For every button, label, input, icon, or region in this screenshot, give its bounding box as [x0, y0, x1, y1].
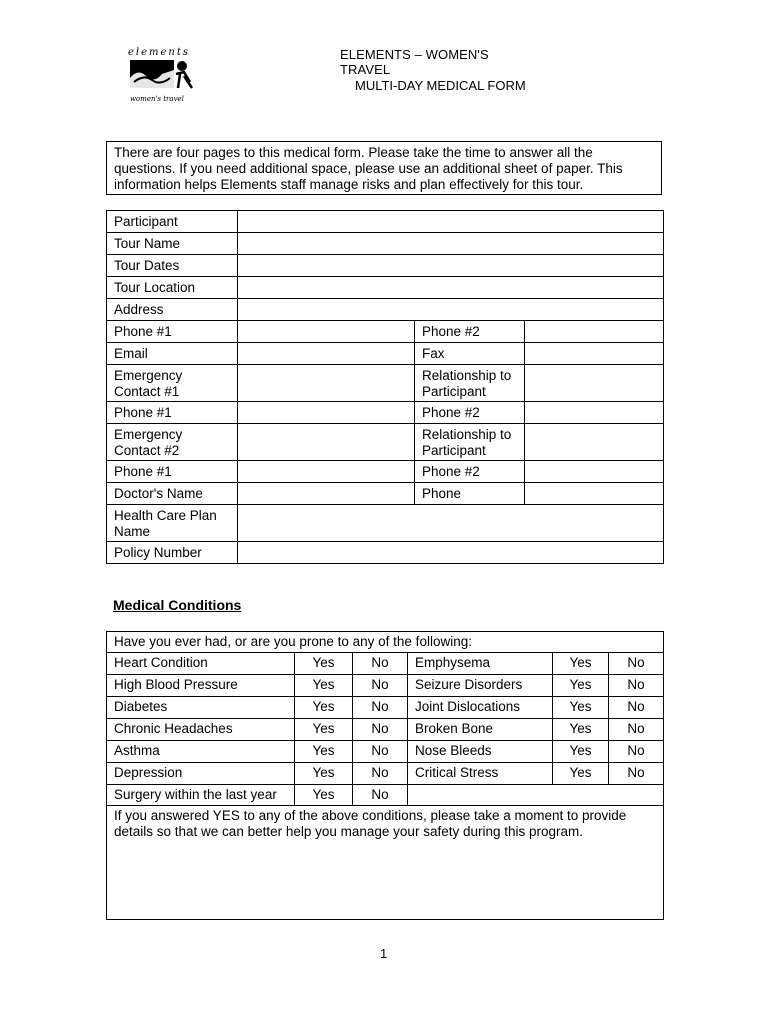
emergency-contact2-label [107, 424, 238, 461]
details-prompt-line: details so that we can better help you manage your safety during this program. [114, 823, 584, 839]
tour-name-label: Tour Name [107, 233, 238, 255]
yes-option[interactable]: Yes [295, 763, 353, 785]
relationship2-label [415, 424, 525, 461]
condition-label: Surgery within the last year [107, 785, 295, 806]
condition-label: Asthma [107, 741, 295, 763]
doctor-phone-field[interactable] [525, 483, 664, 505]
document-title: ELEMENTS – WOMEN'S TRAVEL [340, 47, 489, 77]
no-option[interactable]: No [353, 719, 408, 741]
yes-option[interactable]: Yes [295, 675, 353, 697]
label-line: Participant [422, 383, 486, 399]
tour-location-label: Tour Location [107, 277, 238, 299]
emergency-contact2-field[interactable] [238, 424, 415, 461]
fax-label: Fax [415, 343, 525, 365]
no-option[interactable]: No [353, 653, 408, 675]
policy-number-field[interactable] [238, 542, 664, 564]
condition-label: Diabetes [107, 697, 295, 719]
ec1-phone1-label: Phone #1 [107, 402, 238, 424]
no-option[interactable]: No [609, 675, 664, 697]
participant-field[interactable] [238, 211, 664, 233]
elements-logo [124, 44, 196, 108]
condition-label: Critical Stress [408, 763, 553, 785]
empty-cell [408, 785, 664, 806]
yes-option[interactable]: Yes [553, 763, 609, 785]
address-field[interactable] [238, 299, 664, 321]
condition-label: Heart Condition [107, 653, 295, 675]
condition-label: High Blood Pressure [107, 675, 295, 697]
yes-option[interactable]: Yes [553, 719, 609, 741]
label-line: Relationship to [422, 368, 512, 383]
participant-info-table [106, 210, 664, 564]
yes-option[interactable]: Yes [295, 741, 353, 763]
emergency-contact1-field[interactable] [238, 365, 415, 402]
ec1-phone1-field[interactable] [238, 402, 415, 424]
relationship2-field[interactable] [525, 424, 664, 461]
condition-label: Nose Bleeds [408, 741, 553, 763]
yes-option[interactable]: Yes [553, 741, 609, 763]
tour-dates-label: Tour Dates [107, 255, 238, 277]
condition-label: Chronic Headaches [107, 719, 295, 741]
ec1-phone2-field[interactable] [525, 402, 664, 424]
condition-label: Joint Dislocations [408, 697, 553, 719]
label-line: Relationship to [422, 427, 512, 442]
no-option[interactable]: No [609, 719, 664, 741]
no-option[interactable]: No [353, 763, 408, 785]
emergency-contact1-label [107, 365, 238, 402]
conditions-question: Have you ever had, or are you prone to any of the following: [107, 632, 664, 653]
relationship1-label [415, 365, 525, 402]
ec2-phone2-field[interactable] [525, 461, 664, 483]
no-option[interactable]: No [609, 653, 664, 675]
tour-dates-field[interactable] [238, 255, 664, 277]
doctor-phone-label: Phone [415, 483, 525, 505]
no-option[interactable]: No [353, 785, 408, 806]
ec2-phone2-label: Phone #2 [415, 461, 525, 483]
ec1-phone2-label: Phone #2 [415, 402, 525, 424]
intro-box [106, 141, 662, 195]
relationship1-field[interactable] [525, 365, 664, 402]
doctor-name-field[interactable] [238, 483, 415, 505]
ec2-phone1-field[interactable] [238, 461, 415, 483]
policy-number-label: Policy Number [107, 542, 238, 564]
yes-option[interactable]: Yes [295, 785, 353, 806]
phone2-field[interactable] [525, 321, 664, 343]
yes-option[interactable]: Yes [295, 697, 353, 719]
health-plan-label [107, 505, 238, 542]
label-line: Emergency [114, 368, 183, 383]
label-line: Contact #2 [114, 442, 180, 458]
doctor-name-label: Doctor's Name [107, 483, 238, 505]
email-field[interactable] [238, 343, 415, 365]
medical-conditions-heading: Medical Conditions [113, 597, 242, 613]
yes-option[interactable]: Yes [553, 675, 609, 697]
health-plan-field[interactable] [238, 505, 664, 542]
no-option[interactable]: No [353, 675, 408, 697]
logo-wordmark: elements [128, 47, 191, 58]
fax-field[interactable] [525, 343, 664, 365]
label-line: Contact #1 [114, 383, 180, 399]
intro-line: information helps Elements staff manage risks and plan effectively for this tour. [114, 177, 584, 192]
yes-option[interactable]: Yes [553, 697, 609, 719]
participant-label: Participant [107, 211, 238, 233]
document-subtitle: MULTI-DAY MEDICAL FORM [355, 78, 526, 93]
yes-option[interactable]: Yes [553, 653, 609, 675]
yes-option[interactable]: Yes [295, 719, 353, 741]
no-option[interactable]: No [353, 697, 408, 719]
intro-line: questions. If you need additional space, please use an additional sheet of paper. This [114, 161, 623, 176]
no-option[interactable]: No [609, 697, 664, 719]
condition-label: Depression [107, 763, 295, 785]
yes-option[interactable]: Yes [295, 653, 353, 675]
intro-line: There are four pages to this medical form. Please take the time to answer all the [114, 145, 593, 160]
label-line: Participant [422, 442, 486, 458]
label-line: Name [114, 523, 151, 539]
logo-tagline: women's travel [130, 95, 184, 103]
ec2-phone1-label: Phone #1 [107, 461, 238, 483]
condition-label: Emphysema [408, 653, 553, 675]
phone2-label: Phone #2 [415, 321, 525, 343]
label-line: Health Care Plan [114, 508, 217, 523]
no-option[interactable]: No [609, 741, 664, 763]
details-prompt-line: If you answered YES to any of the above conditions, please take a moment to provide [114, 808, 627, 823]
page-number: 1 [380, 946, 388, 961]
tour-name-field[interactable] [238, 233, 664, 255]
phone1-label: Phone #1 [107, 321, 238, 343]
condition-label: Seizure Disorders [408, 675, 553, 697]
conditions-details-field[interactable] [107, 806, 664, 920]
label-line: Emergency [114, 427, 183, 442]
tour-location-field[interactable] [238, 277, 664, 299]
email-label: Email [107, 343, 238, 365]
medical-conditions-table [106, 631, 664, 920]
condition-label: Broken Bone [408, 719, 553, 741]
no-option[interactable]: No [609, 763, 664, 785]
address-label: Address [107, 299, 238, 321]
no-option[interactable]: No [353, 741, 408, 763]
phone1-field[interactable] [238, 321, 415, 343]
